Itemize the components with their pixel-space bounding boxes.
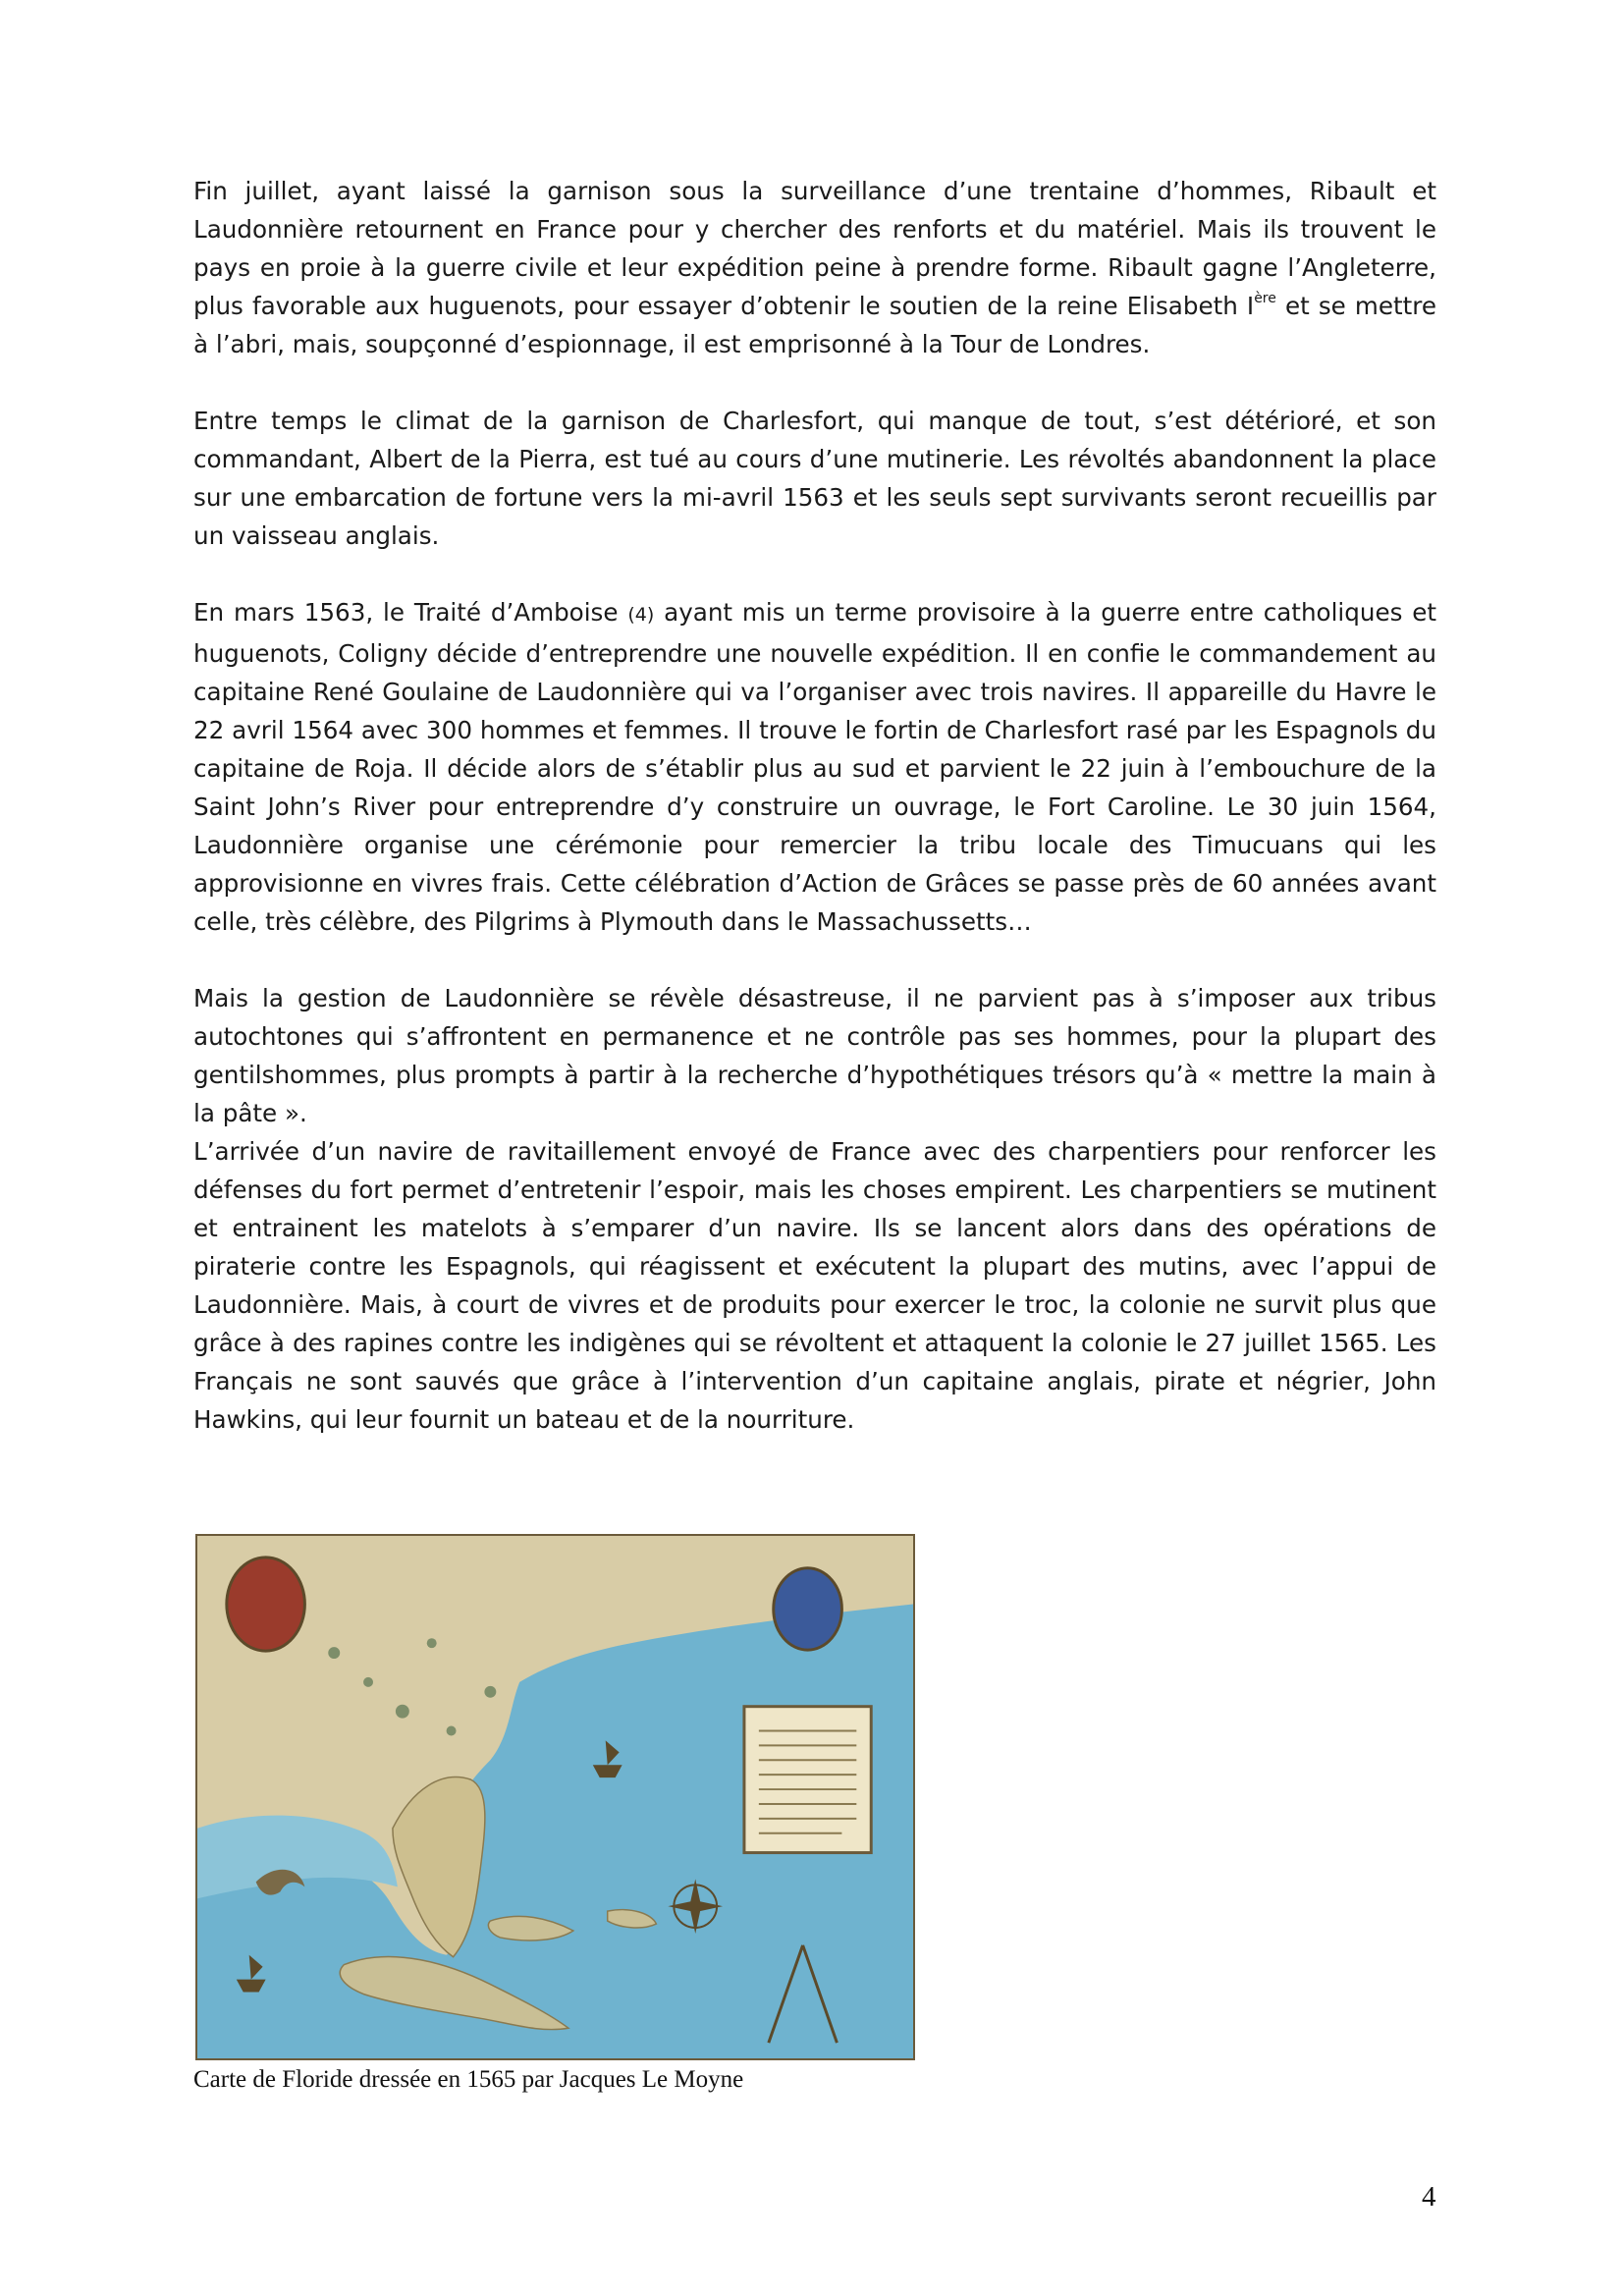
paragraph-3-text-end: ayant mis un terme provisoire à la guerre entre catholiques et huguenots, Coligny décide d’entreprendre une nouvelle expédition. Il en confie le commandement au capitaine René Goulaine de Laudonnière qui va l’organiser avec trois navires. Il appareille du Havre le 22 avril 1564 avec 300 hommes et femmes. Il trouve le fortin de Charlesfort rasé par les Espagnols du capitaine de Roja. Il décide alors de s’établir plus au sud et parvient le 22 juin à l’embouchure de la Saint John’s River pour entreprendre d’y construire un ouvrage, le Fort Caroline. Le 30 juin 1564, Laudonnière organise une cérémonie pour remercier la tribu locale des Timucuans qui les approvisionne en vivres frais. Cette célébration d’Action de Grâces se passe près de 60 années avant celle, très célèbre, des Pilgrims à Plymouth dans le Massachussetts… (193, 598, 1437, 936)
paragraph-1-text-end: et se mettre à l’abri, mais, soupçonné d’espionnage, il est emprisonné à la Tour de Londres. (193, 292, 1436, 358)
map-coat-of-arms-left (227, 1558, 305, 1651)
superscript-ere: ère (1254, 291, 1276, 306)
map-coat-of-arms-right (774, 1568, 842, 1650)
paragraph-3 (193, 593, 1436, 941)
paragraph-1 (193, 172, 1436, 363)
footnote-reference: (4) (627, 604, 655, 626)
paragraph-2: Entre temps le climat de la garnison de Charlesfort, qui manque de tout, s’est détérioré, et son commandant, Albert de la Pierra, est tué au cours d’une mutinerie. Les révoltés abandonnent la place sur une embarcation de fortune vers la mi-avril 1563 et les seuls sept survivants seront recueillis par un vaisseau anglais. (193, 407, 1436, 550)
page-number: 4 (1422, 2181, 1436, 2213)
figure-caption: Carte de Floride dressée en 1565 par Jacques Le Moyne (193, 2066, 744, 2093)
paragraph-5: L’arrivée d’un navire de ravitaillement envoyé de France avec des charpentiers pour renforcer les défenses du fort permet d’entretenir l’espoir, mais les choses empirent. Les charpentiers se mutinent et entrainent les matelots à s’emparer d’un navire. Ils se lancent alors dans des opérations de piraterie contre les Espagnols, qui réagissent et exécutent la plupart des mutins, avec l’appui de Laudonnière. Mais, à court de vivres et de produits pour exercer le troc, la colonie ne survit plus que grâce à des rapines contre les indigènes qui se révoltent et attaquent la colonie le 27 juillet 1565. Les Français ne sont sauvés que grâce à l’intervention d’un capitaine anglais, pirate et négrier, John Hawkins, qui leur fournit un bateau et de la nourriture. (193, 1137, 1436, 1434)
map-figure (195, 1534, 915, 2060)
florida-map-image (197, 1536, 913, 2058)
map-cartouche (744, 1707, 871, 1853)
paragraph-3-text: En mars 1563, le Traité d’Amboise (193, 598, 628, 627)
body-text (193, 172, 1436, 1439)
paragraph-1-text: Fin juillet, ayant laissé la garnison sous la surveillance d’une trentaine d’hommes, Ribault et Laudonnière retournent en France pour y chercher des renforts et du matériel. Mais ils trouvent le pays en proie à la guerre civile et leur expédition peine à prendre forme. Ribault gagne l’Angleterre, plus favorable aux huguenots, pour essayer d’obtenir le soutien de la reine Elisabeth I (193, 177, 1436, 320)
paragraph-4: Mais la gestion de Laudonnière se révèle désastreuse, il ne parvient pas à s’imposer aux tribus autochtones qui s’affrontent en permanence et ne contrôle pas ses hommes, pour la plupart des gentilshommes, plus prompts à partir à la recherche d’hypothétiques trésors qu’à « mettre la main à la pâte ». (193, 984, 1436, 1127)
